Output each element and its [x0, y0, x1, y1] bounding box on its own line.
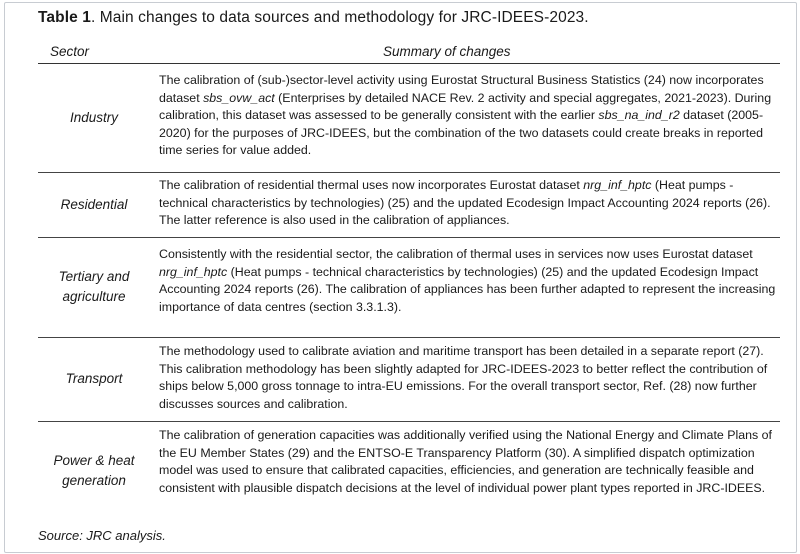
summary-text: The calibration of residential thermal uses now incorporates Eurostat dataset — [159, 178, 584, 192]
summary-cell — [159, 177, 779, 230]
sector-cell: Transport — [65, 371, 123, 386]
table-caption-label: Table 1 — [38, 9, 91, 26]
table-row-tertiary-agriculture — [38, 237, 780, 338]
summary-text: Consistently with the residential sector, the calibration of thermal uses in services now uses Eurostat dataset — [159, 247, 753, 261]
table-row-residential — [38, 172, 780, 238]
summary-text: The methodology used to calibrate aviation and maritime transport has been detailed in a separate report (27). This calibration methodology has been slightly adapted for JRC-IDEES-2023 to better reflect the contribution of ships below 5,000 gross tonnage to intra-EU emissions. For the overall transport sector, Ref. (28) now further discusses sources and calibration. — [159, 344, 768, 411]
summary-text: (Enterprises by detailed NACE Rev. 2 activity and special aggregates, 2021-2023). During calibration, this dataset was assessed to be generally consistent with the earlier — [159, 90, 772, 123]
summary-cell — [159, 427, 779, 497]
sector-cell: Tertiary and agriculture — [58, 269, 130, 304]
column-header-summary: Summary of changes — [383, 44, 511, 59]
summary-text: dataset (2005-2020) for the purposes of JRC-IDEES, but the combination of the two datasets could create breaks in reported time series for value added. — [159, 108, 764, 158]
column-header-sector: Sector — [50, 44, 90, 59]
table-row-industry — [38, 64, 780, 173]
sector-cell: Industry — [69, 110, 119, 125]
sector-cell: Residential — [60, 196, 128, 212]
dataset-name: sbs_ovw_act — [203, 90, 275, 105]
table-row-transport — [38, 337, 780, 422]
summary-text: The calibration of (sub-)sector-level activity using Eurostat Structural Business Statistics (24) now incorporates dataset — [159, 73, 764, 105]
summary-cell — [159, 72, 779, 160]
table-caption — [38, 9, 589, 27]
source-note: Source: JRC analysis. — [38, 528, 166, 543]
dataset-name: sbs_na_ind_r2 — [598, 108, 680, 123]
summary-text: The calibration of generation capacities was additionally verified using the National Energy and Climate Plans of the EU Member States (29) and the ENTSO-E Transparency Platform (30). A simplified dispatch optimization model was used to ensure that calibrated capacities, efficiencies, and generation are technically feasible and consistent with plausible dispatch decisions at the level of individual power plant types reported in JRC-IDEES. — [159, 428, 772, 495]
dataset-name: nrg_inf_hptc — [159, 264, 228, 279]
table-caption-text: . Main changes to data sources and methodology for JRC-IDEES-2023. — [90, 9, 589, 26]
summary-text: (Heat pumps - technical characteristics by technologies) (25) and the updated Ecodesign Impact Accounting 2024 reports (26). The calibration of appliances has been further adapted to represent the increasing importance of data centres (section 3.3.1.3). — [159, 264, 776, 314]
table-row-power-heat — [38, 421, 780, 521]
dataset-name: nrg_inf_hptc — [583, 178, 652, 192]
summary-text: (Heat pumps - technical characteristics by technologies) (25) and the updated Ecodesign Impact Accounting 2024 reports (26). The latter reference is also used in the calibration of appliances. — [159, 178, 771, 228]
sector-cell: Power & heat generation — [53, 453, 135, 488]
summary-cell — [159, 246, 779, 316]
summary-cell — [159, 343, 779, 413]
